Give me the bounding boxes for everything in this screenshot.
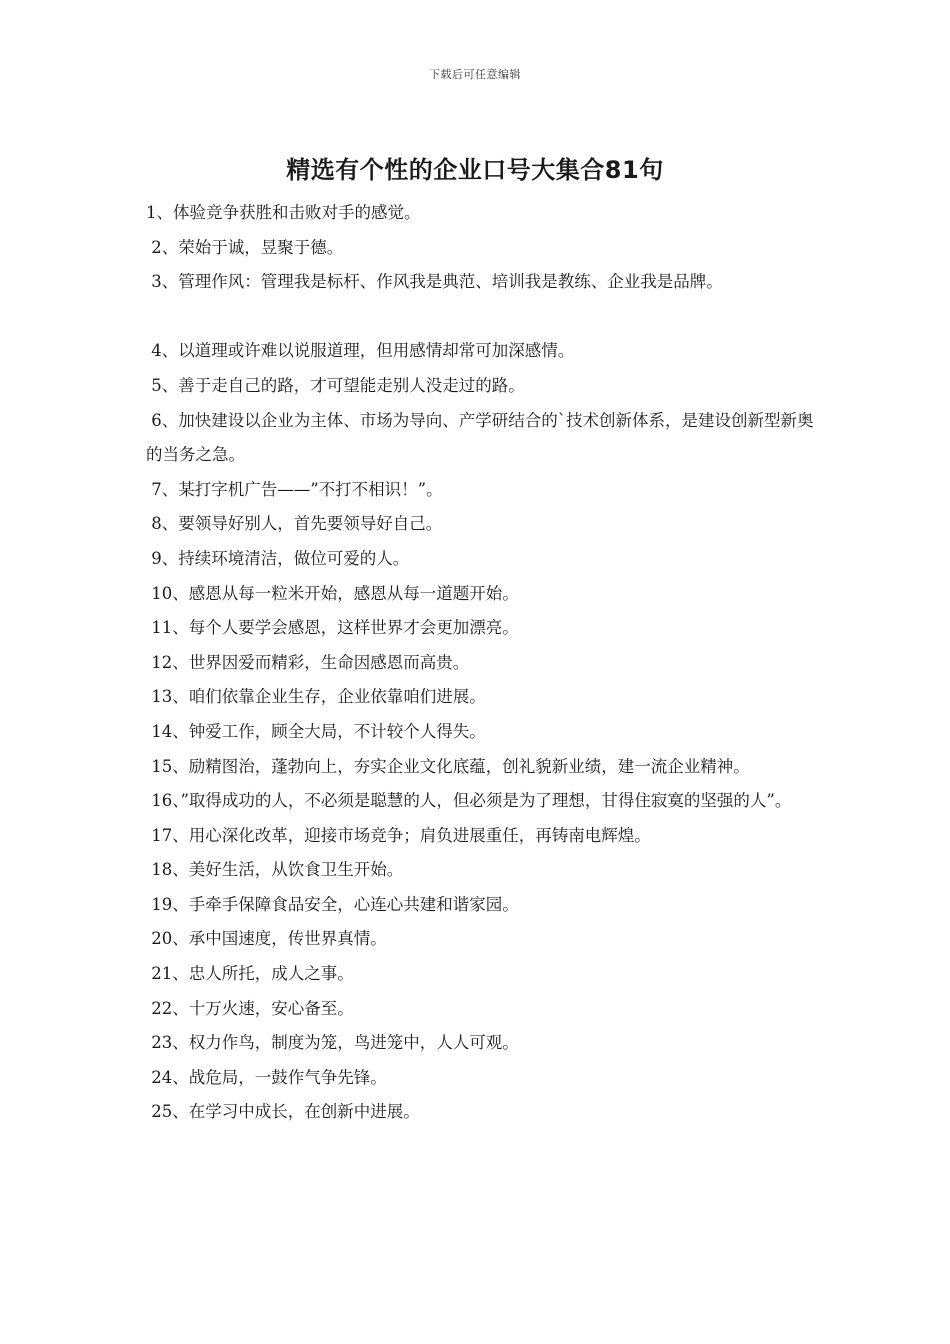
list-item: 15、励精图治，蓬勃向上，夯实企业文化底蕴，创礼貌新业绩，建一流企业精神。 [146,756,750,776]
list-item: 19、手牵手保障食品安全，心连心共建和谐家园。 [146,894,519,914]
list-item: 5、善于走自己的路，才可望能走别人没走过的路。 [146,375,525,395]
list-item: 6、加快建设以企业为主体、市场为导向、产学研结合的`技术创新体系，是建设创新型新奥的当务之急。 [146,410,814,465]
list-item: 16、”取得成功的人，不必须是聪慧的人，但必须是为了理想，甘得住寂寞的坚强的人”。 [146,791,792,811]
list-item: 22、十万火速，安心备至。 [146,998,354,1018]
slogan-list [146,196,814,1130]
list-item: 13、咱们依靠企业生存，企业依靠咱们进展。 [146,687,486,707]
list-item: 8、要领导好别人，首先要领导好自己。 [146,514,443,534]
blank-line [146,300,814,335]
list-item: 20、承中国速度，传世界真情。 [146,929,387,949]
list-item: 3、管理作风：管理我是标杆、作风我是典范、培训我是教练、企业我是品牌。 [146,272,723,292]
list-item: 14、钟爱工作，顾全大局，不计较个人得失。 [146,721,486,741]
list-item: 24、战危局，一鼓作气争先锋。 [146,1067,387,1087]
list-item: 25、在学习中成长，在创新中进展。 [146,1102,420,1122]
list-item: 12、世界因爱而精彩，生命因感恩而高贵。 [146,652,470,672]
list-item: 23、权力作鸟，制度为笼，鸟进笼中，人人可观。 [146,1033,519,1053]
list-item: 17、用心深化改革，迎接市场竞争；肩负进展重任，再铸南电辉煌。 [146,825,651,845]
document-title: 精选有个性的企业口号大集合81句 [286,156,664,184]
list-item: 2、荣始于诚，昱聚于德。 [146,237,344,257]
list-item: 1、体验竞争获胜和击败对手的感觉。 [146,203,421,222]
header-note: 下载后可任意编辑 [429,68,521,81]
list-item: 21、忠人所托，成人之事。 [146,964,354,984]
list-item: 4、以道理或许难以说服道理，但用感情却常可加深感情。 [146,341,575,361]
list-item: 9、持续环境清洁，做位可爱的人。 [146,548,410,568]
list-item: 11、每个人要学会感恩，这样世界才会更加漂亮。 [146,618,519,638]
list-item: 7、某打字机广告——”不打不相识！”。 [146,479,443,499]
list-item: 18、美好生活，从饮食卫生开始。 [146,860,404,880]
list-item: 10、感恩从每一粒米开始，感恩从每一道题开始。 [146,583,519,603]
